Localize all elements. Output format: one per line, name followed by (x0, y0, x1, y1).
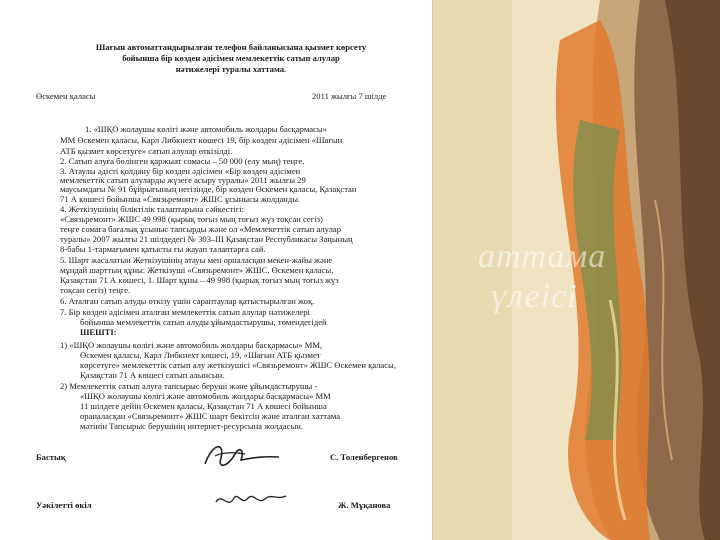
doc-line: туралы» 2007 жылғы 21 шілдедегі № 303–ІІІ Қазақстан Республикасы Заңының (60, 234, 353, 244)
doc-title-line-2: бойынша бір көзден әдісімен мемлекеттік сатып алулар (122, 53, 340, 63)
doc-date: 2011 жылғы 7 шілде (312, 91, 387, 101)
signature-mark-2 (210, 484, 290, 514)
doc-line: ШЕШТІ: (80, 327, 117, 337)
doc-title-line-1: Шағын автоматтандырылған телефон байланысына қызмет көрсету (95, 42, 367, 52)
doc-line: теңге сомаға бағалық ұсыныс тапсырды және ол «Мемлекеттік сатып алулар (60, 224, 342, 234)
doc-line: Қазақстан 71 А көшесі сатып алынсын. (80, 370, 225, 380)
doc-line: ораналасқан «Связьремонт» ЖШС шарт бекітсін және аталған хаттама (80, 411, 341, 421)
doc-line: маусымдағы № 91 бұйрығының негізінде, бір көзден Өскемен қаласы, Қазақстан (60, 184, 357, 194)
doc-title-line-3: нәтижелері туралы хаттама. (175, 64, 287, 74)
doc-line: тоқсан сегіз) теңге. (60, 285, 131, 295)
doc-line: көрсетуге» мемлекеттік сатып алу жеткізушісі «Связьремонт» ЖШС Өскемен қаласы, (80, 360, 396, 370)
doc-line: 3. Атаулы әдісті қолдану бір көзден әдісімен «Бір көзден әдісімен (60, 166, 301, 176)
doc-line: 1) «ШҚО жолаушы көлігі және автомобиль жолдары басқармасы» ММ, (60, 340, 323, 350)
background-text-line-1: аттама (478, 238, 607, 275)
signature-name-2: Ж. Мұқанова (338, 500, 391, 510)
signature-name-1: С. Толенбергенов (330, 452, 398, 462)
doc-line: 7. Бір көзден әдісімен аталған мемлекеттік сатып алулар нәтижелері (60, 307, 310, 317)
doc-line: 6. Аталған сатып алуды өткізу үшін сараптаулар қатыстырылған жоқ. (60, 296, 315, 306)
doc-line: 1. «ШҚО жолаушы көлігі және автомобиль жолдары басқармасы» (85, 124, 327, 134)
doc-line: 2. Сатып алуға бөлінген қаржыат сомасы – 50 000 (елу мың) теңге. (60, 156, 305, 166)
signature-label-1: Бастық (36, 452, 66, 462)
doc-city: Өскемен қаласы (36, 91, 96, 101)
doc-line: мұндай шарттың құны: Жеткізуші «Связьремонт» ЖШС, Өскемен қаласы, (60, 265, 334, 275)
doc-line: АТБ қызмет көрсетуге» сатып алулар өткізілді. (60, 146, 233, 156)
doc-line: 5. Шарт жасалатын Жеткізушінің атауы мен орналасқан мекен-жайы және (60, 255, 333, 265)
background-text-line-2: үлеісі (490, 278, 578, 315)
doc-line: 8-бабы 1-тармағымен қатысты ғы жауап талаптарға сай. (60, 244, 266, 254)
doc-line: Қазақстан 71 А көшесі, 1. Шарт құны – 49 998 (қырық тоғыз мың тоғыз жүз (60, 275, 339, 285)
doc-line: «Связьремонт» ЖШС 49 998 (қырық тоғыз мың тоғыз жүз тоқсан сегіз) (60, 214, 323, 224)
doc-line: Өскемен қаласы, Карл Либкнехт көшесі, 19, «Шағын АТБ қызмет (80, 350, 321, 360)
signature-mark-1 (195, 436, 285, 476)
doc-line: 11 шілдеге дейін Өскемен қаласы, Қазақстан 71 А көшесі бойынша (80, 401, 327, 411)
signature-label-2: Уәкілетті өкіл (36, 500, 92, 510)
doc-line: 4. Жеткізушінің біліктілік талаптарына сәйкестігі: (60, 204, 245, 214)
doc-line: мәтінін Тапсырыс берушінің интернет-ресурсына жолдасын. (80, 421, 303, 431)
doc-line: мемлекеттік сатып алуларды жүзеге асыру туралы» 2011 жылғы 29 (60, 175, 306, 185)
doc-line: 2) Мемлекеттік сатып алуға тапсырыс беруші және ұйымдастырушы - (60, 381, 318, 391)
doc-line: ММ Өскемен қаласы, Карл Либкнехт көшесі 19, бір көзден әдісімен «Шағын (60, 135, 343, 145)
doc-line: 71 А көшесі бойынша «Связьремонт» ЖШС ұсынысы жолданды. (60, 194, 301, 204)
doc-line: «ШҚО жолаушы көлігі және автомобиль жолдары басқармасы» ММ (80, 391, 331, 401)
doc-line: бойынша мемлекеттік сатып алуды ұйымдастырушы, төмендегідей (80, 317, 327, 327)
